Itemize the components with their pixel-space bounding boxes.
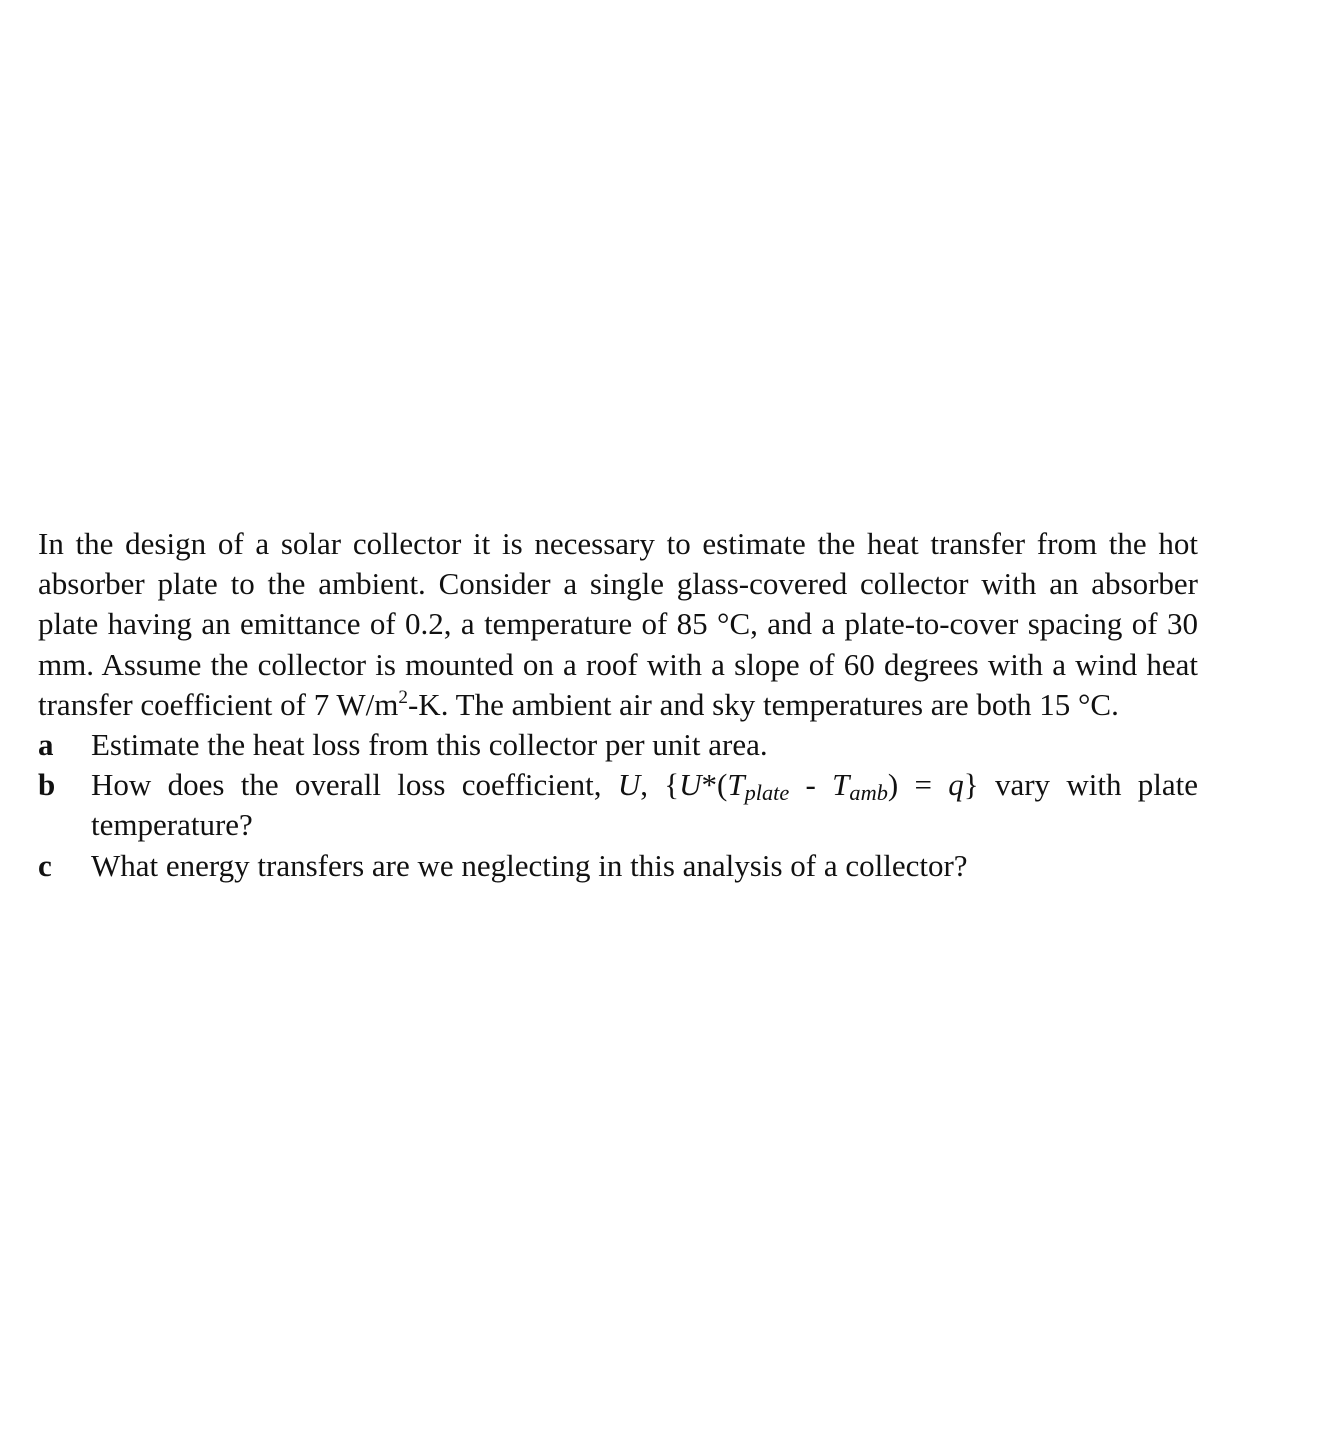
problem-statement — [38, 524, 1198, 886]
part-a-letter: a — [38, 727, 54, 763]
star-paren: *( — [701, 767, 728, 803]
subscript-plate: plate — [744, 780, 790, 806]
symbol-q: q — [948, 767, 964, 803]
part-b-text-after: } vary with plate temperature? — [91, 767, 1199, 843]
symbol-t-plate: T — [727, 767, 745, 803]
symbol-t-amb: T — [832, 767, 850, 803]
part-b-text-before: How does the overall loss coefficient, — [91, 767, 618, 803]
part-b-text — [91, 767, 1198, 842]
brace-open: , { — [640, 767, 680, 803]
minus-sign: - — [789, 767, 833, 803]
part-b-letter: b — [38, 767, 56, 803]
symbol-u-2: U — [679, 767, 702, 803]
part-a — [38, 725, 1198, 765]
symbol-u: U — [617, 767, 641, 803]
problem-stem — [38, 524, 1198, 725]
part-c-letter: c — [38, 847, 52, 883]
stem-exponent: 2 — [398, 686, 408, 708]
part-b — [38, 765, 1198, 845]
problem-parts — [38, 725, 1198, 886]
part-a-text: Estimate the heat loss from this collector per unit area. — [91, 727, 768, 763]
part-c-text: What energy transfers are we neglecting in this analysis of a collector? — [91, 847, 968, 883]
equals-sign: ) = — [887, 767, 949, 803]
subscript-amb: amb — [849, 780, 888, 806]
stem-text: In the design of a solar collector it is necessary to estimate the heat transfer from the hot absorber plate to the ambient. Consider a single glass-covered collector with an absorber plate having an emittance of 0.2, a temperature of 85 °C, and a plate-to-cover spacing of 30 mm. Assume the collector is mounted on a roof with a slope of 60 degrees with a wind heat transfer coefficient of 7 W/m — [38, 526, 1198, 722]
part-c — [38, 846, 1198, 886]
stem-text-end: -K. The ambient air and sky temperatures are both 15 °C. — [407, 686, 1119, 722]
